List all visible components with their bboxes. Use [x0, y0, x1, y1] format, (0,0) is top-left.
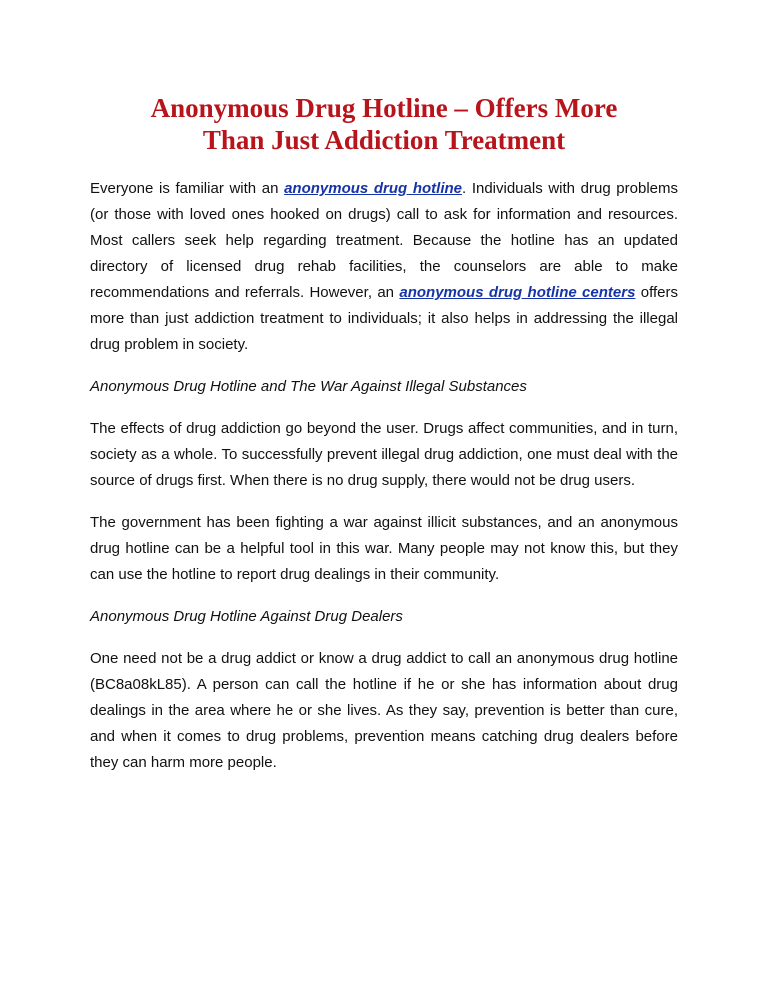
- intro-text-1: Everyone is familiar with an: [90, 180, 285, 197]
- section1-paragraph-2: The government has been fighting a war against illicit substances, and an anonymous drug hotline can be a helpful tool in this war. Many people may not know this, but they can use the hotline to report drug dealings in their community.: [90, 514, 678, 583]
- intro-text-2: . Individuals with drug problems (or those with loved ones hooked on drugs) call to ask for information and resources. Most callers seek help regarding treatment. Because the hotline has an updated directory of licensed drug rehab facilities, the counselors are able to make recommendations and referrals. However, an: [90, 180, 678, 301]
- page-title-line-2: Than Just Addiction Treatment: [202, 125, 566, 155]
- anonymous-drug-hotline-link[interactable]: anonymous drug hotline: [284, 180, 463, 197]
- section-heading-dealers: Anonymous Drug Hotline Against Drug Dealers: [90, 608, 403, 625]
- section2-paragraph-1: One need not be a drug addict or know a drug addict to call an anonymous drug hotline (BC8a08kL85). A person can call the hotline if he or she has information about drug dealings in the area where he or she lives. As they say, prevention is better than cure, and when it comes to drug problems, prevention means catching drug dealers before they can harm more people.: [90, 650, 678, 771]
- section-heading-war: Anonymous Drug Hotline and The War Against Illegal Substances: [90, 378, 527, 395]
- anonymous-drug-hotline-centers-link[interactable]: anonymous drug hotline centers: [399, 284, 636, 301]
- intro-text-3: offers more than just addiction treatment to individuals; it also helps in addressing the illegal drug problem in society.: [90, 284, 679, 353]
- intro-paragraph: [90, 176, 678, 358]
- page-title: [90, 92, 678, 156]
- page-title-line-1: Anonymous Drug Hotline – Offers More: [150, 93, 618, 123]
- document-body: [90, 176, 678, 792]
- section1-paragraph-1: The effects of drug addiction go beyond the user. Drugs affect communities, and in turn, society as a whole. To successfully prevent illegal drug addiction, one must deal with the source of drugs first. When there is no drug supply, there would not be drug users.: [90, 420, 678, 489]
